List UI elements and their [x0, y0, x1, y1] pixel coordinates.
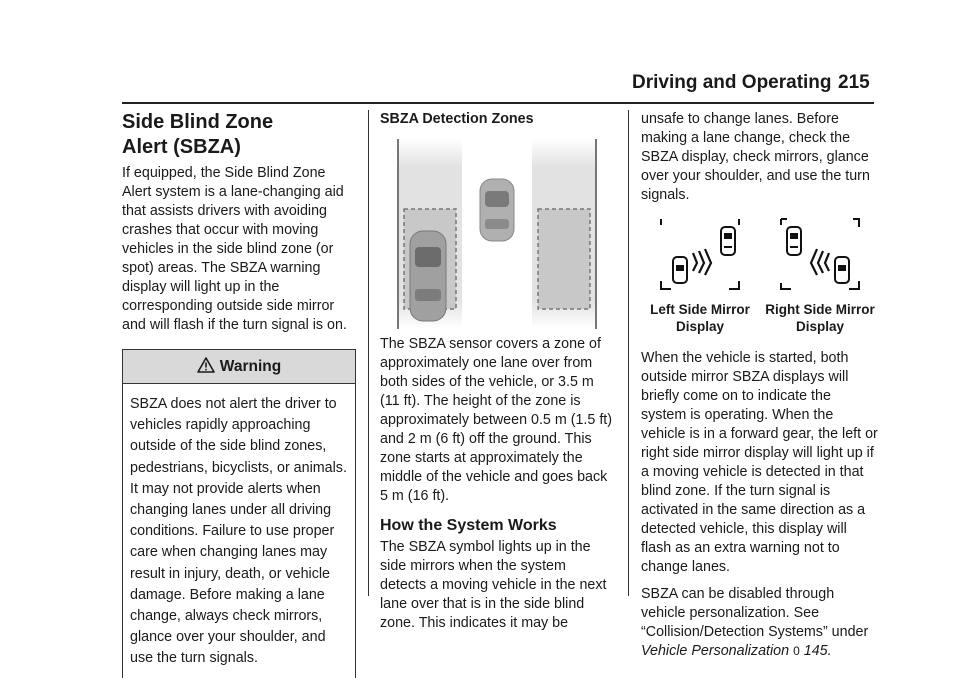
caption-line: Left Side Mirror — [650, 302, 750, 317]
operation-paragraph: When the vehicle is started, both outside mirror SBZA displays will briefly come on to indicate the system is operating. When the vehicle is in a forward gear, the left or right side mirror display will light up if a moving vehicle is detected in that blind zone. If the turn signal is activated in the same direction as a detected vehicle, this display will flash as an extra warning not to change lanes. — [641, 350, 878, 575]
car-icon — [721, 227, 735, 255]
right-mirror-display — [781, 219, 859, 289]
page-ref-icon: 0 — [793, 644, 800, 658]
header-rule — [122, 102, 874, 104]
warning-box — [122, 349, 356, 678]
section-title-line: Alert (SBZA) — [122, 136, 241, 158]
warning-body: SBZA does not alert the driver to vehicles rapidly approaching outside of the side blind zones, pedestrians, bicyclists, or animals. It may not provide alerts when changing lanes under all driving conditions. Failure to use proper care when changing lanes may result in injury, death, or vehicle damage. Before making a lane change, always check mirrors, glance over your shoulder, and use the turn signals. — [130, 396, 347, 667]
signal-waves-icon — [811, 249, 829, 275]
page-ref-number[interactable]: 145 — [803, 643, 828, 659]
column-divider — [628, 110, 629, 596]
detection-zones-illustration — [380, 139, 614, 329]
adjacent-vehicle-icon — [410, 231, 446, 321]
disable-paragraph — [641, 585, 879, 661]
left-mirror-display — [661, 219, 739, 289]
vehicle-personalization-link[interactable]: Vehicle Personalization — [641, 643, 790, 659]
column-divider — [368, 110, 369, 596]
figure-title: SBZA Detection Zones — [380, 111, 534, 127]
section-title — [122, 110, 356, 160]
page-number: 215 — [838, 72, 870, 93]
left-mirror-caption — [641, 301, 759, 335]
right-mirror-caption — [761, 301, 879, 335]
disable-text: SBZA can be disabled through vehicle personalization. See “Collision/Detection Systems” under — [641, 586, 869, 640]
caption-line: Display — [675, 319, 725, 334]
caption-line: Display — [795, 319, 845, 334]
car-icon — [835, 257, 849, 283]
warning-header — [123, 350, 355, 384]
mirror-captions — [641, 301, 879, 335]
page-ref-end: . — [827, 643, 832, 659]
section-title-line: Side Blind Zone — [122, 111, 274, 133]
warning-triangle-icon — [197, 357, 215, 377]
mirror-display-illustrations — [641, 211, 879, 297]
car-icon — [787, 227, 801, 255]
host-vehicle-icon — [480, 179, 514, 241]
how-system-works-heading: How the System Works — [380, 517, 557, 534]
lane-change-paragraph: unsafe to change lanes. Before making a lane change, check the SBZA display, check mirrors, glance over your shoulder, and use the turn signals. — [641, 111, 870, 203]
header-title: Driving and Operating — [632, 72, 832, 93]
column-2 — [380, 110, 614, 633]
warning-title: Warning — [219, 358, 282, 375]
column-3 — [641, 110, 879, 661]
signal-waves-icon — [693, 249, 711, 275]
zone-paragraph: The SBZA sensor covers a zone of approximately one lane over from both sides of the vehicle, or 3.5 m (11 ft). The height of the zone is approximately between 0.5 m (1.5 ft) and 2 m (6 ft) off the ground. This zone starts at approximately the middle of the vehicle and goes back 5 m (16 ft). — [380, 336, 613, 504]
column-1 — [122, 110, 356, 678]
system-paragraph: The SBZA symbol lights up in the side mirrors when the system detects a moving vehicle in the next lane over that is in the side blind zone. This indicates it may be — [380, 539, 607, 631]
right-detection-zone — [538, 209, 590, 309]
intro-paragraph: If equipped, the Side Blind Zone Alert system is a lane-changing aid that assists drivers with avoiding crashes that occur with moving vehicles in the side blind zone (or spot) areas. The SBZA warning display will light up in the corresponding outside side mirror and will flash if the turn signal is on. — [122, 165, 347, 333]
car-icon — [673, 257, 687, 283]
caption-line: Right Side Mirror — [765, 302, 875, 317]
